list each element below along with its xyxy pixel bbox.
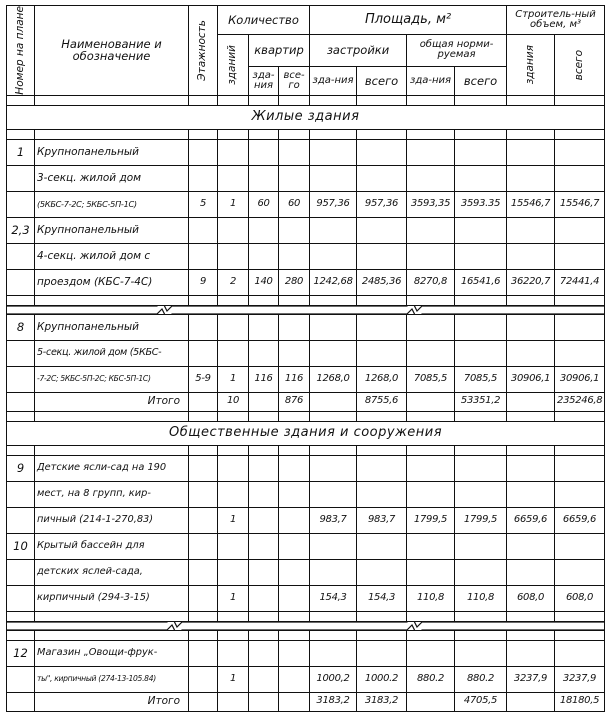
cell-built-total: 1268,0	[357, 366, 407, 392]
header-volume: Строитель-ный объем, м³	[507, 6, 605, 35]
cell-vol-total: 30906,1	[555, 366, 605, 392]
cell-built-building: 1000,2	[310, 666, 357, 692]
break-line-icon	[7, 621, 605, 630]
table-row	[7, 217, 605, 243]
break-line	[7, 621, 605, 630]
header-quantity: Количество	[218, 6, 310, 35]
cell-buildings: 10	[218, 392, 249, 411]
break-row	[7, 621, 605, 630]
header-gap	[7, 95, 605, 105]
row-index: 10	[7, 533, 35, 559]
header-norm-total: всего	[455, 66, 507, 95]
cell-built-total: 2485,36	[357, 269, 407, 295]
row-name-line: ты", кирпичный (274-13-105.84)	[35, 666, 189, 692]
header-built-building: зда-ния	[310, 66, 357, 95]
header-built-area: застройки	[310, 35, 407, 67]
row-name-line: детских яслей-сада,	[35, 559, 189, 585]
cell-built-total: 3183,2	[357, 692, 407, 711]
row-index: 2,3	[7, 217, 35, 243]
table-row	[7, 481, 605, 507]
cell-norm-total: 1799,5	[455, 507, 507, 533]
cell-norm-building: 1799,5	[407, 507, 455, 533]
header-vol-building: здания	[507, 35, 555, 96]
cell-vol-total: 6659,6	[555, 507, 605, 533]
cell-apt-building: 60	[249, 191, 279, 217]
cell-vol-building: 3237,9	[507, 666, 555, 692]
cell-apt-total: 116	[279, 366, 310, 392]
row-name-line: 3-секц. жилой дом	[35, 165, 189, 191]
header-built-total: всего	[357, 66, 407, 95]
cell-floors: 9	[189, 269, 218, 295]
gap-row	[7, 411, 605, 421]
table-row	[7, 455, 605, 481]
break-row	[7, 305, 605, 314]
cell-buildings: 1	[218, 507, 249, 533]
cell-vol-total: 72441,4	[555, 269, 605, 295]
table-row	[7, 243, 605, 269]
table-row	[7, 366, 605, 392]
row-name-line: кирпичный (294-3-15)	[35, 585, 189, 611]
row-name-line: Детские ясли-сад на 190	[35, 455, 189, 481]
row-name-line: Крупнопанельный	[35, 314, 189, 340]
cell-buildings: 1	[218, 585, 249, 611]
cell-norm-building: 7085,5	[407, 366, 455, 392]
section-public: Общественные здания и сооружения	[7, 421, 605, 445]
table-row	[7, 139, 605, 165]
cell-norm-building: 880.2	[407, 666, 455, 692]
gap-row	[7, 295, 605, 305]
cell-vol-building: 15546,7	[507, 191, 555, 217]
cell-built-total: 8755,6	[357, 392, 407, 411]
gap-row	[7, 611, 605, 621]
section-residential: Жилые здания	[7, 105, 605, 129]
header-floors: Этажность	[189, 6, 218, 96]
row-name-line: -7-2С; 5КБС-5П-2С; КБС-5П-1С)	[35, 366, 189, 392]
cell-vol-total: 608,0	[555, 585, 605, 611]
cell-vol-building: 30906,1	[507, 366, 555, 392]
row-name-line: Крытый бассейн для	[35, 533, 189, 559]
table-row	[7, 191, 605, 217]
header-vol-total: всего	[555, 35, 605, 96]
cell-built-building: 983,7	[310, 507, 357, 533]
cell-buildings: 1	[218, 666, 249, 692]
cell-vol-total: 235246,8	[555, 392, 605, 411]
row-name-line: проездом (КБС-7-4С)	[35, 269, 189, 295]
total-row	[7, 692, 605, 711]
row-name-line: Крупнопанельный	[35, 217, 189, 243]
header-plan-number: Номер на плане	[7, 6, 35, 96]
cell-vol-building: 6659,6	[507, 507, 555, 533]
table-row	[7, 585, 605, 611]
table-row	[7, 507, 605, 533]
cell-buildings: 1	[218, 366, 249, 392]
header-apt-total: все-го	[279, 66, 310, 95]
header-apt-per-building: зда-ния	[249, 66, 279, 95]
cell-built-total: 957,36	[357, 191, 407, 217]
cell-buildings: 1	[218, 191, 249, 217]
header-name: Наименование и обозначение	[35, 6, 189, 96]
row-index: 8	[7, 314, 35, 340]
building-schedule-table	[6, 5, 605, 712]
cell-built-total: 983,7	[357, 507, 407, 533]
table-row	[7, 559, 605, 585]
row-index: 12	[7, 640, 35, 666]
cell-apt-total: 60	[279, 191, 310, 217]
cell-built-total: 154,3	[357, 585, 407, 611]
section-row	[7, 421, 605, 445]
cell-built-building: 154,3	[310, 585, 357, 611]
table-row	[7, 340, 605, 366]
section-row	[7, 105, 605, 129]
gap-row	[7, 630, 605, 640]
header-total-area: общая норми-руемая	[407, 35, 507, 67]
row-name-line: 5-секц. жилой дом (5КБС-	[35, 340, 189, 366]
row-name-line: Магазин „Овощи-фрук-	[35, 640, 189, 666]
row-name-line: пичный (214-1-270,83)	[35, 507, 189, 533]
table-row	[7, 640, 605, 666]
header-buildings: зданий	[218, 35, 249, 96]
cell-norm-total: 7085,5	[455, 366, 507, 392]
cell-built-building: 1268,0	[310, 366, 357, 392]
cell-vol-building: 36220,7	[507, 269, 555, 295]
gap-row	[7, 129, 605, 139]
header-apartments: квартир	[249, 35, 310, 67]
cell-buildings: 2	[218, 269, 249, 295]
cell-norm-total: 3593.35	[455, 191, 507, 217]
cell-vol-building: 608,0	[507, 585, 555, 611]
header-row-1	[7, 6, 605, 35]
cell-norm-total: 16541,6	[455, 269, 507, 295]
row-name-line: (5КБС-7-2С; 5КБС-5П-1С)	[35, 191, 189, 217]
cell-norm-building: 8270,8	[407, 269, 455, 295]
cell-vol-total: 18180,5	[555, 692, 605, 711]
cell-norm-building: 110,8	[407, 585, 455, 611]
cell-vol-total: 3237,9	[555, 666, 605, 692]
total-label: Итого	[35, 692, 189, 711]
row-name-line: мест, на 8 групп, кир-	[35, 481, 189, 507]
cell-apt-total: 876	[279, 392, 310, 411]
cell-norm-total: 880.2	[455, 666, 507, 692]
cell-norm-total: 53351,2	[455, 392, 507, 411]
table-row	[7, 165, 605, 191]
table-row	[7, 533, 605, 559]
row-name-line: 4-секц. жилой дом с	[35, 243, 189, 269]
cell-built-total: 1000.2	[357, 666, 407, 692]
cell-norm-total: 110,8	[455, 585, 507, 611]
gap-row	[7, 445, 605, 455]
cell-apt-building: 116	[249, 366, 279, 392]
cell-built-building: 3183,2	[310, 692, 357, 711]
total-row	[7, 392, 605, 411]
cell-floors: 5-9	[189, 366, 218, 392]
header-norm-building: зда-ния	[407, 66, 455, 95]
cell-norm-building: 3593,35	[407, 191, 455, 217]
cell-floors: 5	[189, 191, 218, 217]
cell-apt-building: 140	[249, 269, 279, 295]
cell-apt-total: 280	[279, 269, 310, 295]
cell-built-building: 1242,68	[310, 269, 357, 295]
cell-norm-total: 4705,5	[455, 692, 507, 711]
total-label: Итого	[35, 392, 189, 411]
row-name-line: Крупнопанельный	[35, 139, 189, 165]
table-row	[7, 666, 605, 692]
row-index: 1	[7, 139, 35, 165]
header-area: Площадь, м²	[310, 6, 507, 35]
break-line	[7, 305, 605, 314]
table-row	[7, 269, 605, 295]
cell-vol-total: 15546,7	[555, 191, 605, 217]
table-row	[7, 314, 605, 340]
break-line-icon	[7, 305, 605, 314]
row-index: 9	[7, 455, 35, 481]
cell-built-building: 957,36	[310, 191, 357, 217]
